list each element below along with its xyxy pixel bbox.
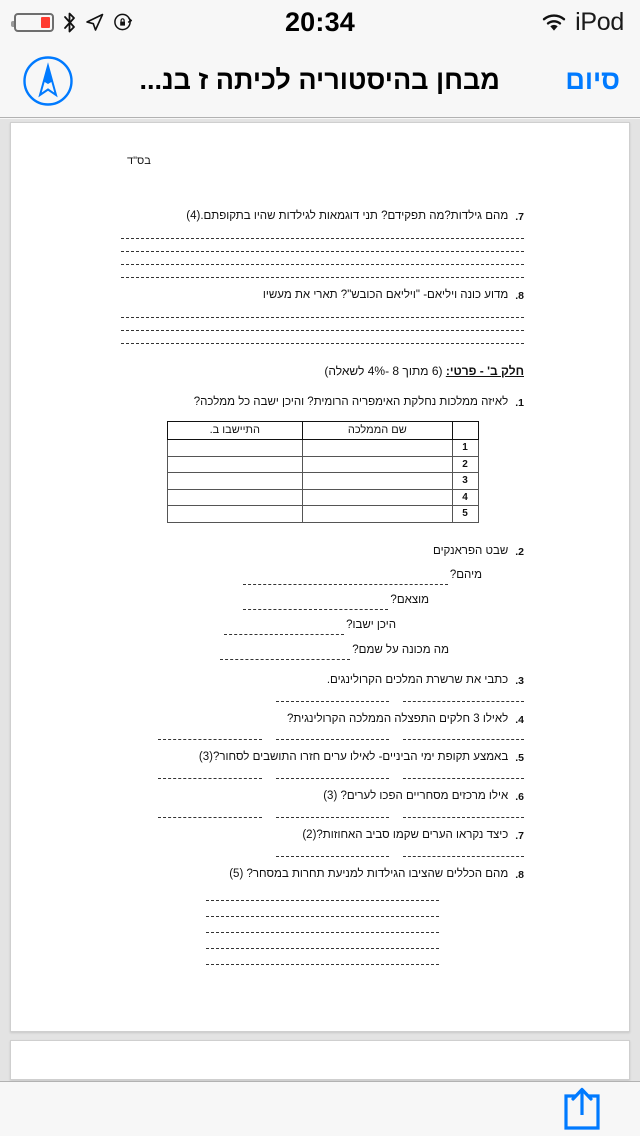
carrier-label: iPod	[575, 7, 624, 36]
question-item	[121, 287, 524, 305]
question-number: 1.	[515, 397, 524, 410]
status-bar-right	[542, 8, 640, 37]
answer-blank	[158, 729, 263, 740]
status-bar	[0, 0, 640, 44]
answer-blank	[158, 807, 263, 818]
document-content	[11, 123, 629, 965]
table-cell-index: 2	[452, 456, 478, 473]
share-button[interactable]	[560, 1086, 640, 1132]
answer-lines	[121, 228, 524, 278]
question-text: שבט הפראנקים	[433, 544, 509, 557]
page-title: מבחן בהיסטוריה לכיתה ז בנ...	[139, 65, 500, 95]
answer-blank	[403, 807, 524, 818]
table-header-index	[452, 422, 478, 440]
question-number: 5.	[515, 752, 524, 765]
document-header-mark: בס"ד	[127, 155, 151, 167]
answer-line	[206, 906, 440, 917]
subquestion-item	[121, 592, 524, 610]
answer-blank	[276, 691, 389, 702]
document-viewer[interactable]	[0, 119, 640, 1081]
table-header-row	[167, 422, 478, 440]
status-bar-clock: 20:34	[284, 6, 356, 37]
table-cell-settled-in[interactable]	[167, 489, 303, 506]
table-row	[167, 473, 478, 490]
question-item	[121, 543, 524, 561]
question-number: 8.	[515, 868, 524, 881]
table-cell-kingdom-name[interactable]	[303, 440, 453, 457]
navigation-bar	[0, 44, 640, 118]
table-cell-kingdom-name[interactable]	[303, 473, 453, 490]
answer-line	[121, 333, 524, 344]
section-heading	[121, 362, 524, 381]
table-header-settled-in: התיישבו ב.	[167, 422, 303, 440]
table-cell-settled-in[interactable]	[167, 506, 303, 523]
answer-line	[121, 307, 524, 318]
question-item	[121, 866, 524, 884]
question-number: 4.	[515, 713, 524, 726]
table-row	[167, 489, 478, 506]
answer-blank	[276, 846, 389, 857]
question-item	[121, 749, 524, 767]
answer-blanks	[121, 768, 524, 779]
answer-line	[206, 890, 440, 901]
answer-line	[121, 228, 524, 239]
answer-line	[206, 922, 440, 933]
table-row	[167, 456, 478, 473]
table-header-kingdom-name: שם הממלכה	[303, 422, 453, 440]
question-item	[121, 711, 524, 729]
question-number: 3.	[515, 674, 524, 687]
question-text: מהם גילדות?מה תפקידם? תני דוגמאות לגילדות שהיו בתקופתם.(4)	[186, 210, 509, 223]
question-number: 6.	[515, 791, 524, 804]
table-cell-kingdom-name[interactable]	[303, 506, 453, 523]
answer-blank	[276, 768, 389, 779]
question-item	[121, 827, 524, 845]
answer-lines	[121, 307, 524, 344]
question-text: כיצד נקראו הערים שקמו סביב האחוזות?(2)	[302, 828, 509, 841]
table-row	[167, 506, 478, 523]
answer-line	[121, 320, 524, 331]
bottom-toolbar	[0, 1081, 640, 1136]
table-cell-settled-in[interactable]	[167, 440, 303, 457]
answer-blank	[276, 729, 389, 740]
question-text: אילו מרכזים מסחריים הפכו לערים? (3)	[323, 790, 509, 803]
table-cell-settled-in[interactable]	[167, 473, 303, 490]
answer-line	[121, 254, 524, 265]
answer-lines	[121, 890, 524, 965]
question-number: 8.	[515, 289, 524, 302]
question-item	[121, 394, 524, 412]
subquestion-item	[121, 642, 524, 660]
answer-blank	[403, 846, 524, 857]
question-text: מדוע כונה ויליאם- "ויליאם הכובש"? תארי את מעשיו	[262, 288, 509, 301]
table-cell-index: 1	[452, 440, 478, 457]
answer-blanks	[121, 691, 524, 702]
table-cell-kingdom-name[interactable]	[303, 489, 453, 506]
question-text: לאילו 3 חלקים התפצלה הממלכה הקרולינגית?	[287, 712, 509, 725]
answer-blanks	[121, 846, 524, 857]
subquestion-item	[121, 567, 524, 585]
table-cell-index: 3	[452, 473, 478, 490]
subquestion-item	[121, 617, 524, 635]
answer-line	[206, 938, 440, 949]
subquestion-label: מה מכונה על שמם?	[352, 643, 449, 656]
subquestion-answer-line	[243, 574, 448, 585]
subquestion-answer-line	[224, 624, 344, 635]
section-title: חלק ב' - פרטי:	[445, 363, 524, 378]
answer-blanks	[121, 729, 524, 740]
question-number: 7.	[515, 829, 524, 842]
answer-blank	[403, 691, 524, 702]
answer-blank	[158, 768, 263, 779]
kingdoms-table-wrapper	[121, 421, 524, 523]
answer-blank	[403, 768, 524, 779]
question-number: 2.	[515, 545, 524, 558]
question-item	[121, 788, 524, 806]
answer-blank	[403, 729, 524, 740]
table-cell-settled-in[interactable]	[167, 456, 303, 473]
wifi-icon	[542, 13, 566, 32]
table-cell-index: 5	[452, 506, 478, 523]
section-subtitle: (6 מתוך 8 -4% לשאלה)	[324, 363, 443, 378]
question-text: באמצע תקופת ימי הביניים- לאילו ערים חזרו התושבים לסחור?(3)	[198, 751, 509, 764]
answer-line	[121, 241, 524, 252]
document-page-1	[10, 122, 630, 1032]
table-row	[167, 440, 478, 457]
document-page-2	[10, 1040, 630, 1080]
safari-compass-icon[interactable]	[22, 55, 74, 107]
answer-line	[206, 954, 440, 965]
table-cell-kingdom-name[interactable]	[303, 456, 453, 473]
subquestion-label: מוצאם?	[390, 594, 429, 607]
question-text: מהם הכללים שהציבו הגילדות למניעת תחרות במסחר? (5)	[229, 867, 509, 880]
table-cell-index: 4	[452, 489, 478, 506]
question-item	[121, 672, 524, 690]
subquestion-answer-line	[220, 649, 350, 660]
share-icon[interactable]	[560, 1086, 604, 1132]
answer-line	[121, 267, 524, 278]
answer-blank	[276, 807, 389, 818]
done-button[interactable]: סיום	[565, 65, 620, 95]
answer-blanks	[121, 807, 524, 818]
subquestion-answer-line	[243, 599, 388, 610]
kingdoms-table	[167, 421, 479, 523]
subquestion-label: היכן ישבו?	[346, 619, 396, 632]
question-item	[121, 208, 524, 226]
question-text: כתבי את שרשרת המלכים הקרולינגים.	[326, 673, 509, 686]
question-text: לאיזה ממלכות נחלקת האימפריה הרומית? והיכן ישבה כל ממלכה?	[193, 396, 509, 409]
subquestion-label: מיהם?	[449, 569, 482, 582]
question-number: 7.	[515, 211, 524, 224]
